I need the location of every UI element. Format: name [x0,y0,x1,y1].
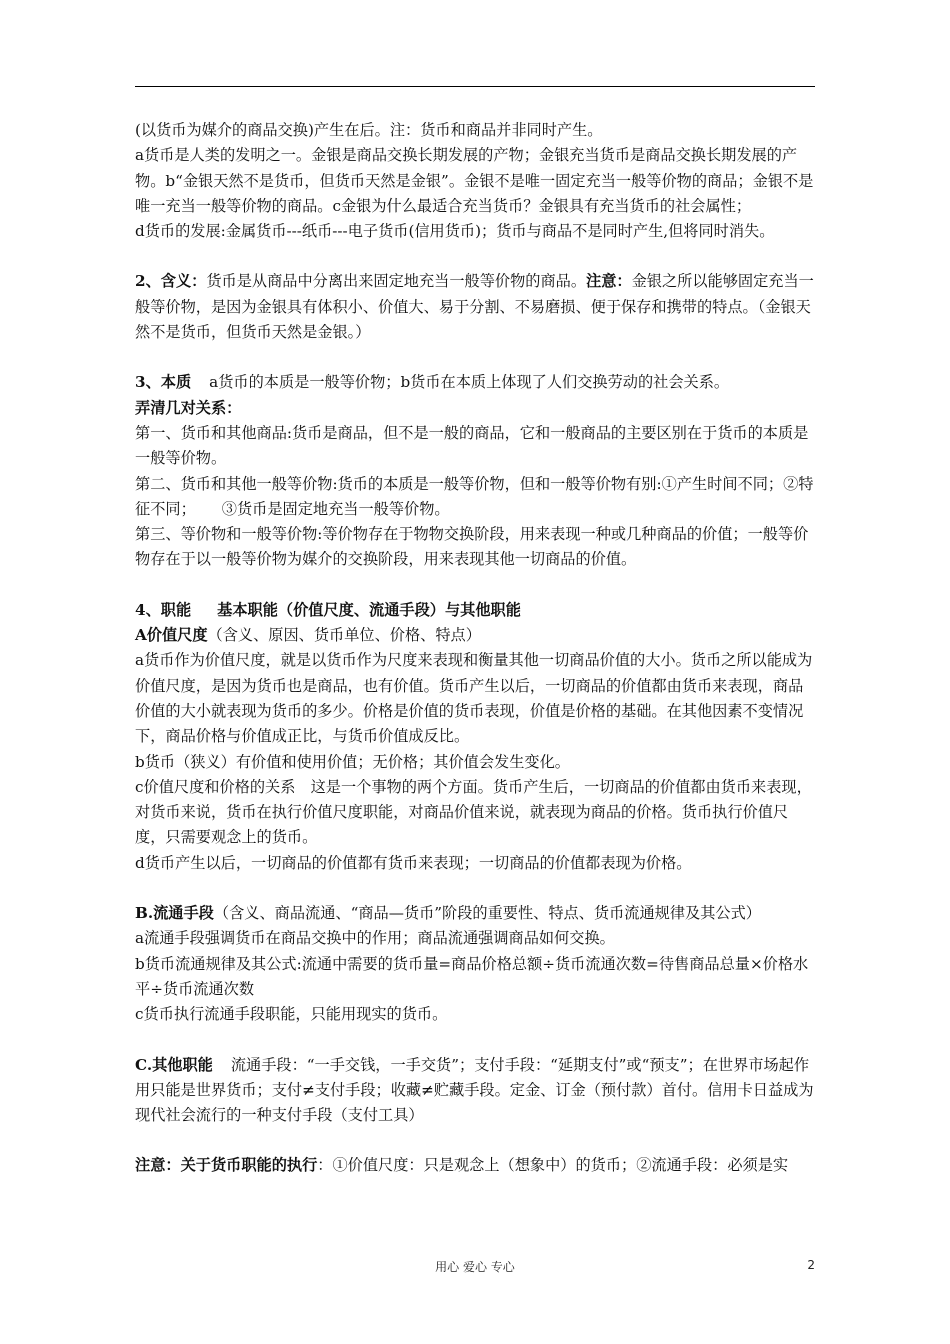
paragraph: d货币的发展:金属货币---纸币---电子货币(信用货币)；货币与商品不是同时产生,但将同时消失。 [135,222,775,241]
paragraph: c价值尺度和价格的关系 这是一个事物的两个方面。货币产生后，一切商品的价值都由货币来表现，对货币来说，货币在执行价值尺度职能，对商品价值来说，就表现为商品的价格。货币执行价值尺度，只需要观念上的货币。 [135,777,812,847]
paragraph: b货币（狭义）有价值和使用价值；无价格；其价值会发生变化。 [135,752,570,771]
subsection-heading: B.流通手段 [135,904,214,923]
note-paragraph: 注意：关于货币职能的执行：①价值尺度：只是观念上（想象中）的货币；②流通手段：必须是实 [135,1156,789,1175]
paragraph: (以货币为媒介的商品交换)产生在后。注：货币和商品并非同时产生。 [135,121,603,139]
note-heading: 注意：关于货币职能的执行 [135,1156,318,1175]
paragraph: 第三、等价物和一般等价物:等价物存在于物物交换阶段，用来表现一种或几种商品的价值；一般等价物存在于以一般等价物为媒介的交换阶段，用来表现其他一切商品的价值。 [135,525,809,569]
section-heading: 4、职能 [135,600,192,619]
text: a货币的本质是一般等价物；b货币在本质上体现了人们交换劳动的社会关系。 [209,373,730,392]
subsection-b: B.流通手段（含义、商品流通、“商品—货币”阶段的重要性、特点、货币流通规律及其公式） [135,904,761,923]
paragraph: b货币流通规律及其公式:流通中需要的货币量=商品价格总额÷货币流通次数=待售商品总量×价格水平÷货币流通次数 [135,954,809,998]
subsection-a: A价值尺度（含义、原因、货币单位、价格、特点） [135,626,481,645]
subsection-heading: A价值尺度 [135,626,208,645]
section-functions [135,598,815,623]
section-title: 基本职能（价值尺度、流通手段）与其他职能 [217,600,521,619]
header-rule [135,86,815,87]
section-meaning [135,269,815,345]
paragraph: d货币产生以后，一切商品的价值都有货币来表现；一切商品的价值都表现为价格。 [135,853,692,872]
page-footer [0,1258,950,1278]
section-heading: 3、本质 [135,373,192,392]
paragraph: a货币作为价值尺度，就是以货币作为尺度来表现和衡量其他一切商品价值的大小。货币之所以能成为价值尺度，是因为货币也是商品，也有价值。货币产生以后，一切商品的价值都由货币来表现，商品价值的大小就表现为货币的多少。价格是价值的货币表现，价值是价格的基础。在其他因素不变情况下，商品价格与价值成正比，与货币价值成反比。 [135,651,813,746]
paragraph: 第二、货币和其他一般等价物:货币的本质是一般等价物，但和一般等价物有别:①产生时间不同；②特征不同； ③货币是固定地充当一般等价物。 [135,474,814,518]
page-number: 2 [807,1258,815,1272]
text: 金银之所以能够固定充当一般等价物，是因为金银具有体积小、价值大、易于分割、不易磨损、便于保存和携带的特点。（金银天然不是货币，但货币天然是金银。） [135,272,814,342]
footer-text: 用心 爱心 专心 [435,1260,515,1274]
subsection-heading: C.其他职能 [135,1055,213,1074]
paragraph: a货币是人类的发明之一。金银是商品交换长期发展的产物；金银充当货币是商品交换长期发展的产物。b“金银天然不是货币，但货币天然是金银”。金银不是唯一固定充当一般等价物的商品；金银不是唯一充当一般等价物的商品。c金银为什么最适合充当货币？金银具有充当货币的社会属性； [135,146,814,215]
paragraph: c货币执行流通手段职能，只能用现实的货币。 [135,1005,448,1024]
note-label: 注意： [586,272,632,291]
document-body [135,118,815,1179]
section-heading: 2、含义： [135,272,207,291]
paragraph: a流通手段强调货币在商品交换中的作用；商品流通强调商品如何交换。 [135,929,615,948]
subheading: 弄清几对关系： [135,398,242,417]
text: 货币是从商品中分离出来固定地充当一般等价物的商品。 [206,272,587,291]
section-essence [135,370,815,395]
paragraph: 第一、货币和其他商品:货币是商品，但不是一般的商品，它和一般商品的主要区别在于货币的本质是一般等价物。 [135,423,809,468]
subsection-c: C.其他职能 流通手段：“一手交钱，一手交货”；支付手段：“延期支付”或“预支”；在世界市场起作用只能是世界货币；支付≠支付手段；收藏≠贮藏手段。定金、订金（预付款）首付。信用卡日益成为现代社会流行的一种支付手段（支付工具） [135,1055,814,1125]
